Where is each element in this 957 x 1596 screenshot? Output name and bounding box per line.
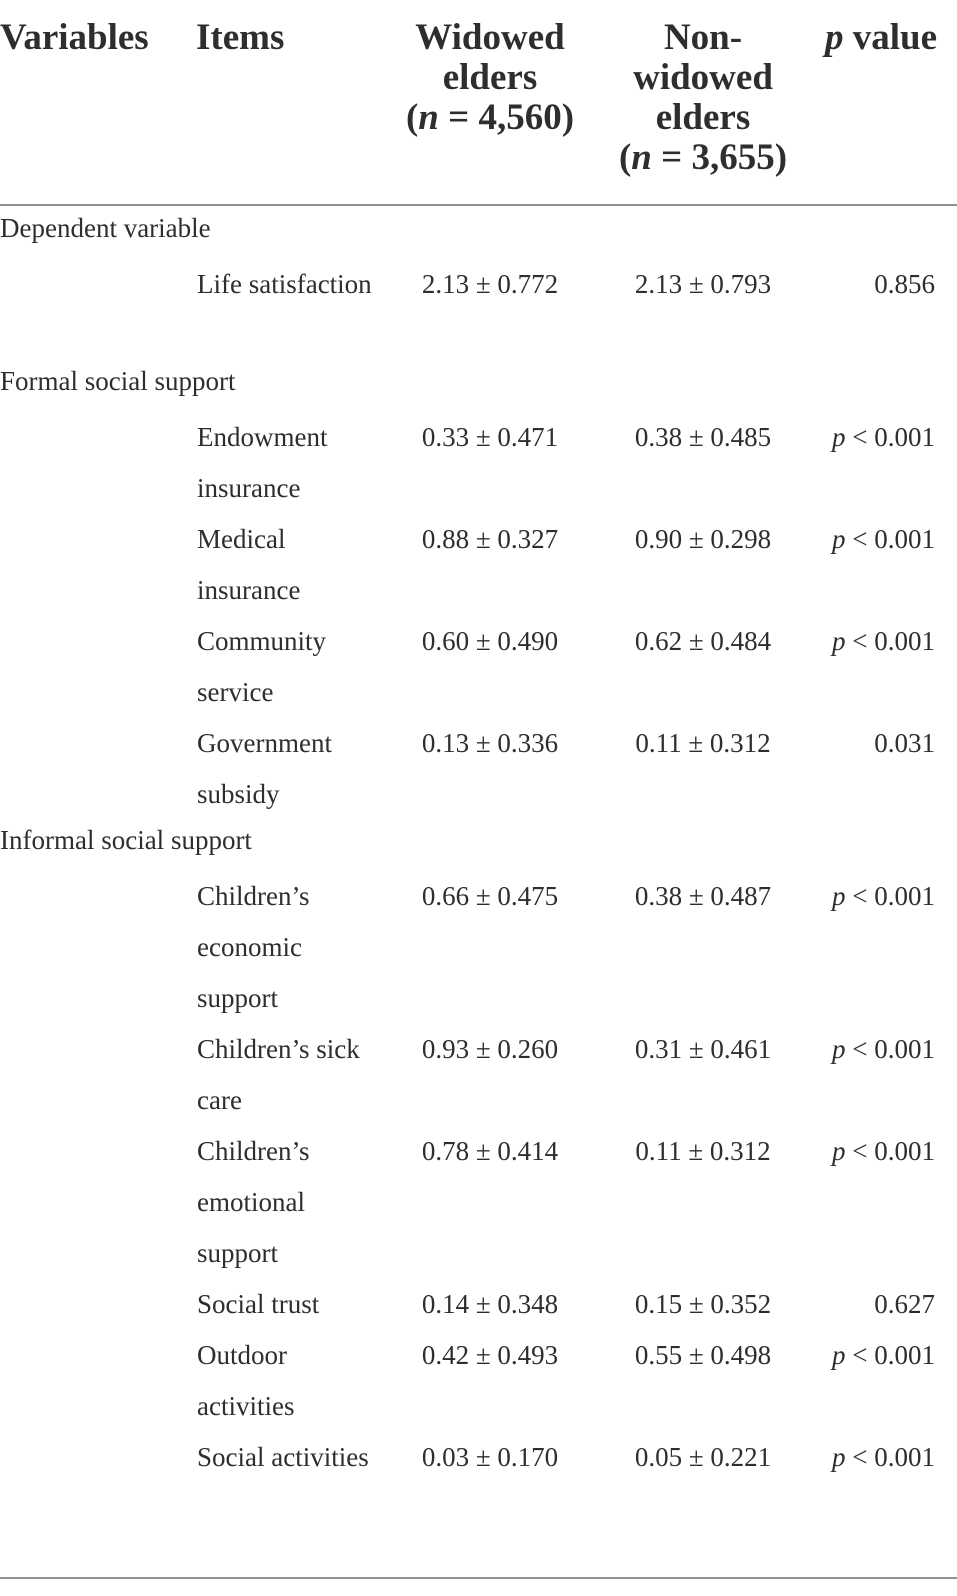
row-item: Children’s economic support — [197, 881, 310, 1014]
row-widowed: 2.13 ± 0.772 — [421, 269, 559, 299]
row-item: Social activities — [197, 1442, 369, 1472]
row-widowed: 0.42 ± 0.493 — [421, 1340, 559, 1370]
row-p-prefix: p — [832, 881, 846, 911]
header-nonwidowed-n-value: = 3,655) — [651, 137, 788, 178]
row-widowed: 0.66 ± 0.475 — [421, 881, 559, 911]
row-item: Social trust — [197, 1289, 320, 1319]
header-widowed-elders — [382, 18, 598, 138]
row-nonwidowed: 0.11 ± 0.312 — [635, 728, 771, 758]
row-p: < 0.001 — [845, 1136, 935, 1166]
row-p: 0.627 — [874, 1289, 935, 1319]
header-widowed-n: (n = 4,560) — [405, 97, 575, 138]
row-p: 0.031 — [874, 728, 935, 758]
row-item: Government subsidy — [197, 728, 332, 810]
row-widowed: 0.93 ± 0.260 — [421, 1034, 559, 1064]
row-p: < 0.001 — [845, 1034, 935, 1064]
table-row — [0, 871, 957, 1024]
table-body — [0, 208, 957, 1534]
row-widowed: 0.13 ± 0.336 — [421, 728, 559, 758]
table-row — [0, 1126, 957, 1279]
row-nonwidowed: 2.13 ± 0.793 — [634, 269, 772, 299]
row-widowed: 0.03 ± 0.170 — [421, 1442, 559, 1472]
row-item: Children’s sick care — [197, 1034, 360, 1116]
table-row — [0, 1024, 957, 1126]
section-dependent-variable: Dependent variable — [0, 213, 211, 243]
row-p: < 0.001 — [845, 524, 935, 554]
row-item: Outdoor activities — [197, 1340, 295, 1422]
table-row — [0, 718, 957, 820]
row-p-value — [832, 871, 935, 922]
row-p: < 0.001 — [845, 1340, 935, 1370]
row-p-value — [832, 1024, 935, 1075]
table-row — [0, 616, 957, 718]
row-p-prefix: p — [832, 1442, 846, 1472]
row-p-prefix: p — [832, 626, 846, 656]
row-item: Endowment insurance — [197, 422, 328, 504]
row-p-value — [832, 1330, 935, 1381]
row-widowed: 0.88 ± 0.327 — [421, 524, 559, 554]
table-row — [0, 412, 957, 514]
row-p-prefix: p — [832, 1034, 846, 1064]
row-p: < 0.001 — [845, 881, 935, 911]
header-nonwidowed-elders — [595, 18, 811, 178]
header-nonwidowed-n-label: n — [631, 137, 652, 178]
row-nonwidowed: 0.90 ± 0.298 — [634, 524, 772, 554]
header-widowed-n-value: = 4,560) — [438, 97, 575, 138]
row-nonwidowed: 0.31 ± 0.461 — [634, 1034, 772, 1064]
row-p-prefix: p — [832, 422, 846, 452]
row-p-prefix: p — [832, 1136, 846, 1166]
row-item: Life satisfaction — [197, 269, 372, 299]
row-p: 0.856 — [874, 269, 935, 299]
row-p-value — [832, 616, 935, 667]
row-p-value — [832, 412, 935, 463]
row-p-value — [832, 1432, 935, 1483]
section-formal-social-support: Formal social support — [0, 366, 236, 396]
table-row — [0, 514, 957, 616]
row-nonwidowed: 0.55 ± 0.498 — [634, 1340, 772, 1370]
row-p-prefix: p — [832, 524, 846, 554]
header-widowed-n-label: n — [418, 97, 439, 138]
row-nonwidowed: 0.15 ± 0.352 — [634, 1289, 772, 1319]
header-nonwidowed-line2: widowed — [633, 57, 773, 98]
row-nonwidowed: 0.11 ± 0.312 — [635, 1136, 771, 1166]
table-row — [0, 259, 957, 361]
row-item: Children’s emotional support — [197, 1136, 310, 1269]
header-nonwidowed-line3: elders — [655, 97, 751, 138]
row-p-value — [874, 1279, 935, 1330]
table-row — [0, 1279, 957, 1330]
row-widowed: 0.33 ± 0.471 — [421, 422, 559, 452]
row-widowed: 0.60 ± 0.490 — [421, 626, 559, 656]
header-divider — [0, 204, 957, 206]
header-p-word: value — [843, 17, 937, 58]
table-bottom-rule — [0, 1577, 957, 1579]
row-item: Medical insurance — [197, 524, 301, 606]
row-p-value — [874, 718, 935, 769]
table-row — [0, 1330, 957, 1432]
row-p: < 0.001 — [845, 1442, 935, 1472]
row-p-prefix: p — [832, 1340, 846, 1370]
header-p-value — [825, 18, 937, 58]
header-widowed-line1: Widowed — [415, 17, 565, 58]
table-header — [0, 0, 957, 205]
header-p-label: p — [824, 17, 844, 58]
row-widowed: 0.14 ± 0.348 — [421, 1289, 559, 1319]
header-items: Items — [196, 17, 285, 58]
header-widowed-line2: elders — [442, 57, 538, 98]
row-p: < 0.001 — [845, 626, 935, 656]
header-nonwidowed-n: (n = 3,655) — [618, 137, 788, 178]
row-nonwidowed: 0.38 ± 0.487 — [634, 881, 772, 911]
row-widowed: 0.78 ± 0.414 — [421, 1136, 559, 1166]
row-nonwidowed: 0.38 ± 0.485 — [634, 422, 772, 452]
row-item: Community service — [197, 626, 327, 708]
row-nonwidowed: 0.05 ± 0.221 — [634, 1442, 772, 1472]
row-p-value — [874, 259, 935, 310]
row-p-value — [832, 514, 935, 565]
row-p-value — [832, 1126, 935, 1177]
section-informal-social-support: Informal social support — [0, 825, 252, 855]
table-row — [0, 1432, 957, 1534]
row-p: < 0.001 — [845, 422, 935, 452]
header-variables: Variables — [0, 17, 149, 58]
header-nonwidowed-line1: Non- — [663, 17, 743, 58]
row-nonwidowed: 0.62 ± 0.484 — [634, 626, 772, 656]
